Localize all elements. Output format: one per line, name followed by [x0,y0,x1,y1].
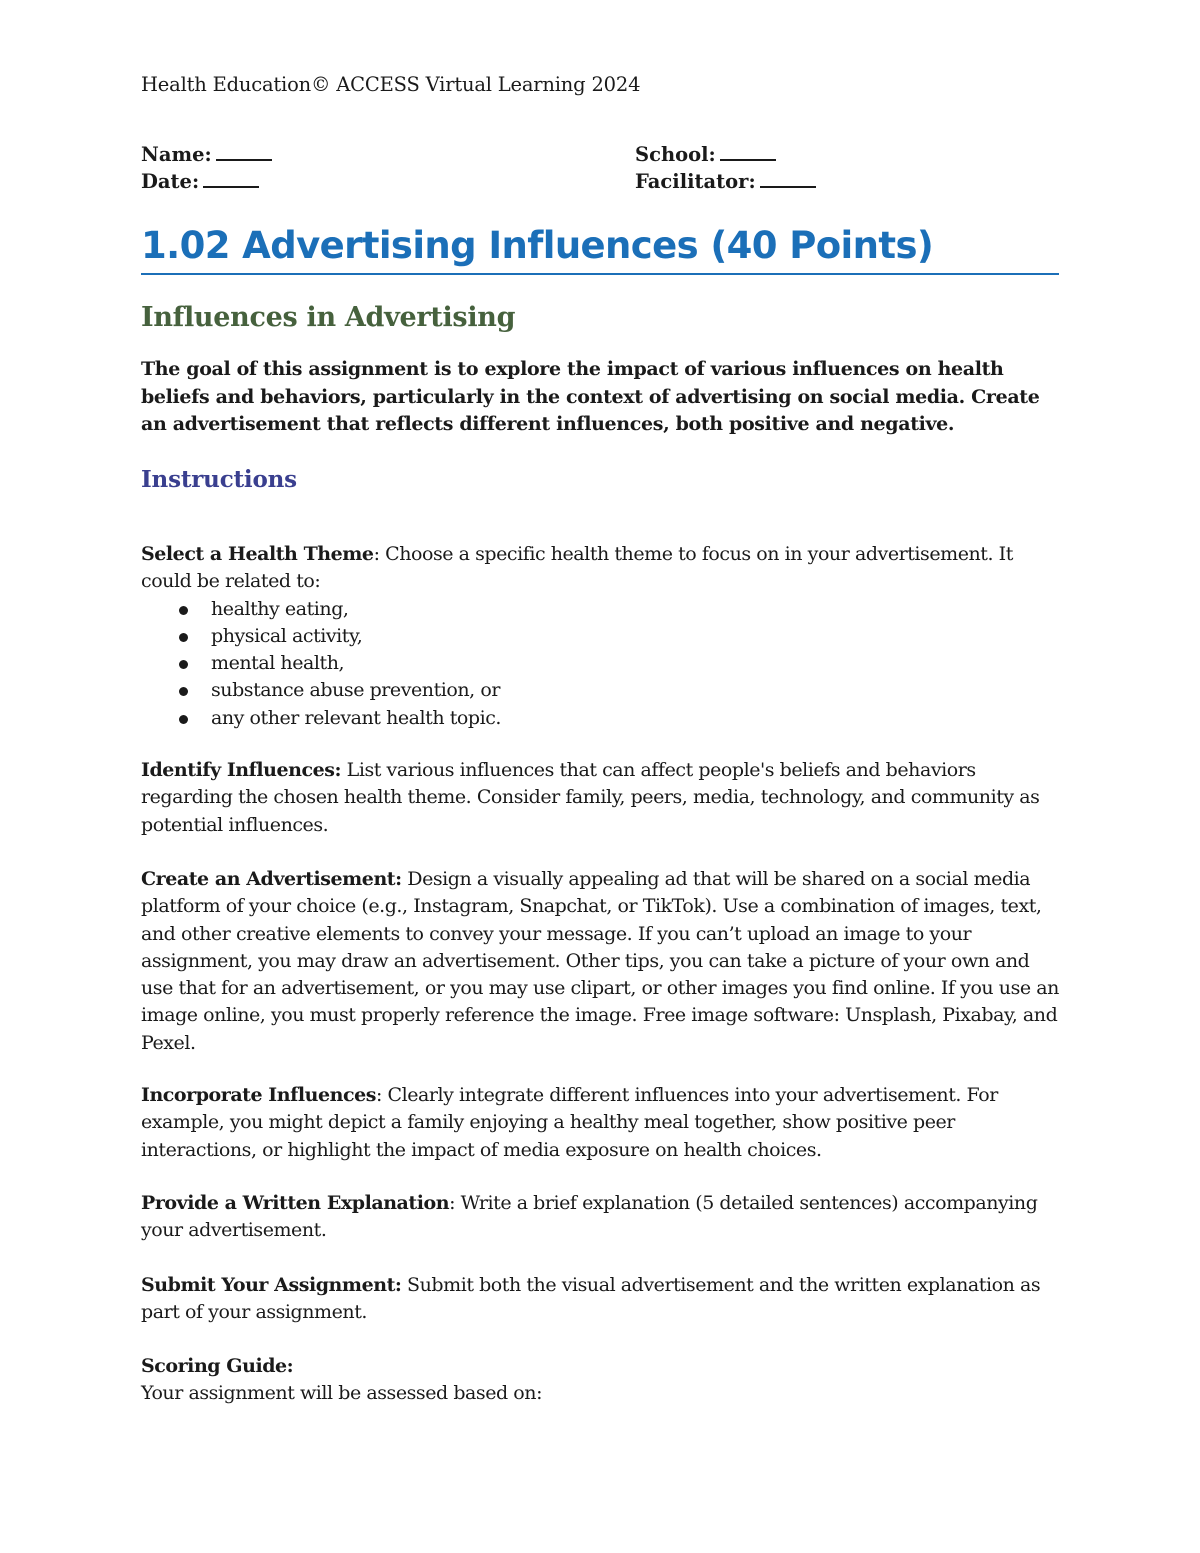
create-text: Design a visually appealing ad that will be shared on a social media platform of your choice (e.g., Instagram, Snapchat, or TikTok). Use a combination of images, text, and other creative elements to convey your message. If you can’t upload an image to your assignment, you may draw an advertisement. Other tips, you can take a picture of your own and use that for an advertisement, or you may use clipart, or other images you find online. If you use an image online, you must properly reference the image. Free image software: Unsplash, Pixabay, and Pexel. [141,868,1059,1054]
facilitator-field [635,170,816,193]
submit-text: Submit both the visual advertisement and the written explanation as part of your assignment. [141,1274,1041,1324]
facilitator-label: Facilitator: [635,170,756,193]
theme-section [141,541,1059,732]
incorporate-label: Incorporate Influences [141,1084,376,1106]
theme-list [141,596,1059,732]
explanation-text: : Write a brief explanation (5 detailed sentences) accompanying your advertisement. [141,1192,1038,1242]
scoring-section [141,1353,1059,1408]
school-label: School: [635,143,716,166]
identify-text: List various influences that can affect people's beliefs and behaviors regarding the chosen health theme. Consider family, peers, media, technology, and community as potential influences. [141,759,1040,836]
list-item: any other relevant health topic. [141,705,1059,732]
document-header: Health Education© ACCESS Virtual Learning 2024 [141,73,641,96]
name-field [141,143,272,166]
list-item: substance abuse prevention, or [141,677,1059,704]
page-title: 1.02 Advertising Influences (40 Points) [141,224,1059,275]
bullet-icon [179,633,188,642]
scoring-text: Your assignment will be assessed based on: [141,1382,543,1405]
theme-label: Select a Health Theme [141,543,374,565]
school-field [635,143,776,166]
theme-text: Choose a specific health theme to focus on in your advertisement. It could be related to: [141,543,1013,593]
explanation-section [141,1190,1059,1245]
section-heading: Influences in Advertising [141,302,516,333]
date-blank[interactable] [203,172,259,188]
create-label: Create an Advertisement: [141,868,402,890]
create-section [141,866,1059,1057]
student-info-block [141,143,1059,197]
bullet-icon [179,715,188,724]
theme-paragraph: Select a Health Theme: Choose a specific health theme to focus on in your advertisement. It could be related to: [141,543,1013,593]
list-item: physical activity, [141,623,1059,650]
list-item: mental health, [141,650,1059,677]
incorporate-section [141,1082,1059,1164]
scoring-label: Scoring Guide: [141,1355,294,1377]
identify-label: Identify Influences: [141,759,342,781]
date-label: Date: [141,170,200,193]
bullet-icon [179,606,188,615]
date-field [141,170,259,193]
submit-label: Submit Your Assignment: [141,1274,402,1296]
incorporate-text: : Clearly integrate different influences into your advertisement. For example, you might depict a family enjoying a healthy meal together, show positive peer interactions, or highlight the impact of media exposure on health choices. [141,1084,998,1161]
facilitator-blank[interactable] [760,172,816,188]
name-blank[interactable] [216,145,272,161]
identify-section [141,757,1059,839]
assignment-goal: The goal of this assignment is to explore the impact of various influences on health beliefs and behaviors, particularly in the context of advertising on social media. Create an advertisement that reflects different influences, both positive and negative. [141,358,1040,435]
name-label: Name: [141,143,212,166]
bullet-icon [179,660,188,669]
list-item: healthy eating, [141,596,1059,623]
school-blank[interactable] [720,145,776,161]
bullet-icon [179,687,188,696]
explanation-label: Provide a Written Explanation [141,1192,450,1214]
submit-section [141,1272,1059,1327]
instructions-heading: Instructions [141,466,297,493]
